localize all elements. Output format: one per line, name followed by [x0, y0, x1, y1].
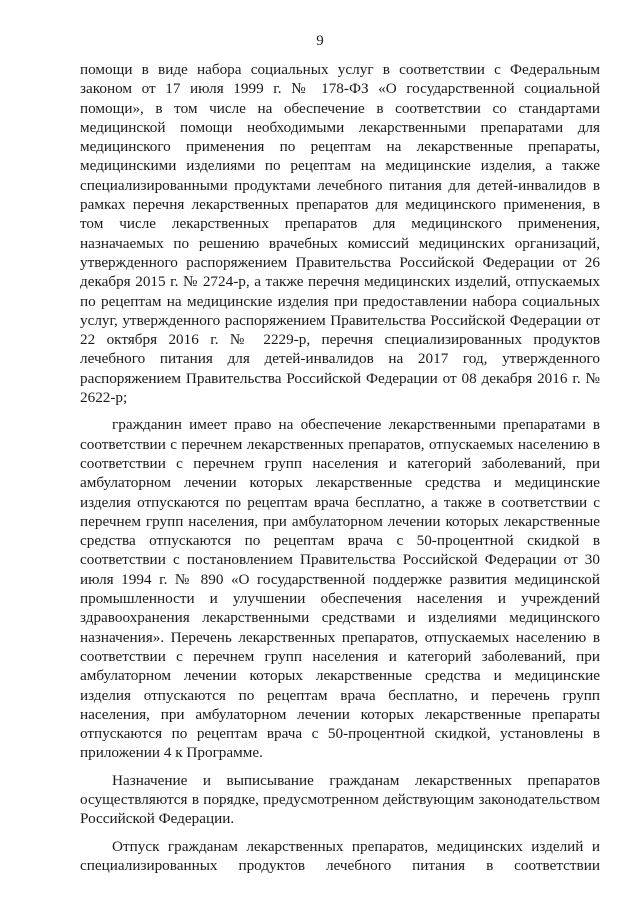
paragraph-citizen-right-medicines: гражданин имеет право на обеспечение лекарственными препаратами в соответствии с перечнем лекарственных препаратов, отпускаемых населению в соответствии с перечнем групп населения и категорий заболеваний, при амбулаторном лечении которых лекарственные средства и медицинские изделия отпускаются по рецептам врача бесплатно, а также в соответствии с перечнем групп населения, при амбулаторном лечении которых лекарственные средства отпускаются по рецептам врача с 50-процентной скидкой в соответствии с постановлением Правительства Российской Федерации от 30 июля 1994 г. № 890 «О государственной поддержке развития медицинской промышленности и улучшении обеспечения населения и учреждений здравоохранения лекарственными средствами и изделиями медицинского назначения». Перечень лекарственных препаратов, отпускаемых населению в соответствии с перечнем групп населения и категорий заболеваний, при амбулаторном лечении которых лекарственные средства и медицинские изделия отпускаются по рецептам врача бесплатно, и перечень групп населения, при амбулаторном лечении которых лекарственные препараты отпускаются по рецептам врача с 50-процентной скидкой, установлены в приложении 4 к Программе. — [80, 416, 600, 762]
paragraph-prescribing-order: Назначение и выписывание гражданам лекарственных препаратов осуществляются в порядке, предусмотренном действующим законодательством Российской Федерации. — [80, 771, 600, 828]
paragraph-social-services-continuation: помощи в виде набора социальных услуг в соответствии с Федеральным законом от 17 июля 1999 г. № 178-ФЗ «О государственной социальной помощи», в том числе на обеспечение в соответствии со стандартами медицинской помощи необходимыми лекарственными препаратами для медицинского применения по рецептам на лекарственные препараты, медицинскими изделиями по рецептам на медицинские изделия, а также специализированными продуктами лечебного питания для детей-инвалидов в рамках перечня лекарственных препаратов для медицинского применения, в том числе лекарственных препаратов для медицинского применения, назначаемых по решению врачебных комиссий медицинских организаций, утвержденного распоряжением Правительства Российской Федерации от 26 декабря 2015 г. № 2724-р, а также перечня медицинских изделий, отпускаемых по рецептам на медицинские изделия при предоставлении набора социальных услуг, утвержденного распоряжением Правительства Российской Федерации от 22 октября 2016 г. № 2229-р, перечня специализированных продуктов лечебного питания для детей-инвалидов на 2017 год, утвержденного распоряжением Правительства Российской Федерации от 08 декабря 2016 г. № 2622-р; — [80, 61, 600, 407]
page-number: 9 — [316, 33, 324, 49]
document-body — [80, 60, 600, 875]
paragraph-dispensing: Отпуск гражданам лекарственных препаратов, медицинских изделий и специализированных продуктов лечебного питания в соответствии — [80, 837, 600, 874]
